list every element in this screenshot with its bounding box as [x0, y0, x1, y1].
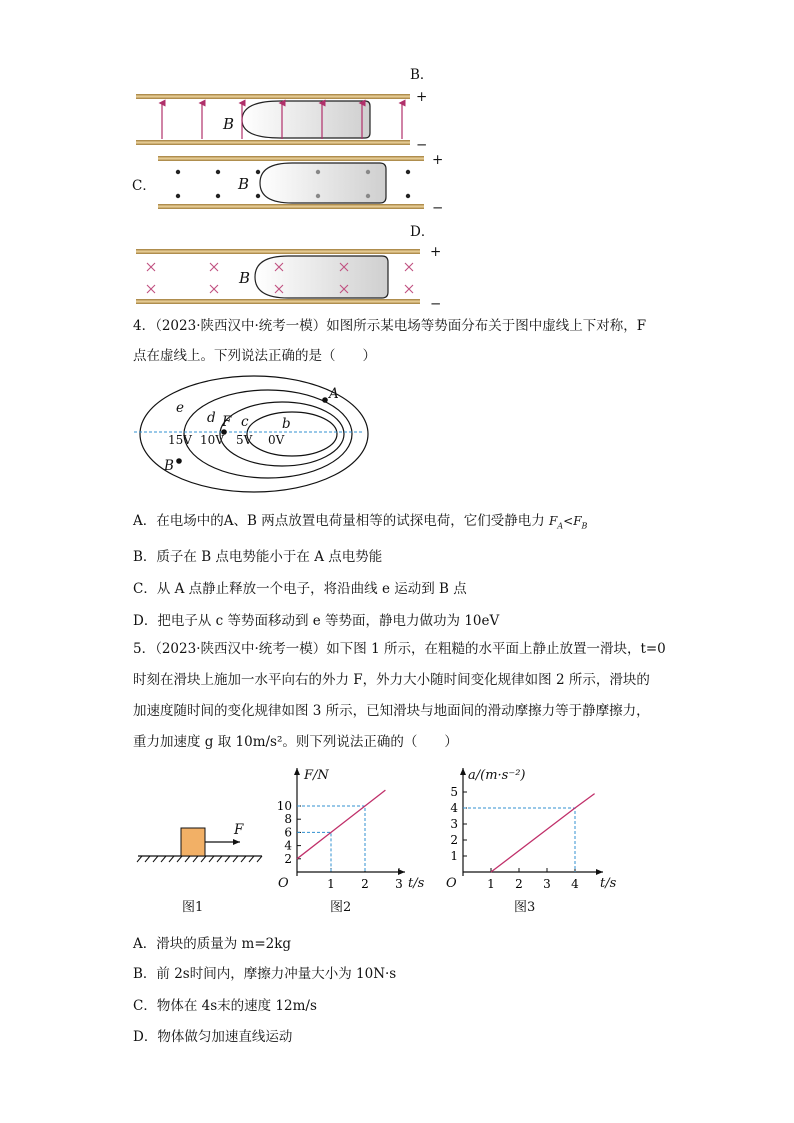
- figure-option-d: [120, 222, 450, 312]
- fig3-origin: O: [446, 876, 457, 891]
- q5-option-d[interactable]: D．物体做匀加速直线运动: [133, 1029, 293, 1045]
- option-label-d: D．: [410, 224, 435, 240]
- x-tick-label: 2: [361, 877, 369, 891]
- series-line: [297, 790, 385, 859]
- minus-sign-d: −: [430, 296, 442, 312]
- label-e: e: [176, 400, 184, 416]
- y-tick-label: 3: [450, 817, 458, 831]
- fig1-caption: 图1: [182, 900, 204, 915]
- potential-0v: 0V: [268, 433, 285, 447]
- y-tick-label: 4: [284, 838, 292, 853]
- fig3-xlabel: t/s: [600, 876, 617, 891]
- figure-option-c: [120, 148, 450, 218]
- bottom-plate: [136, 140, 410, 145]
- x-tick-label: 2: [515, 877, 523, 891]
- q5-option-a[interactable]: A．滑块的质量为 m=2kg: [133, 936, 292, 952]
- q4-option-c[interactable]: C．从 A 点静止释放一个电子，将沿曲线 e 运动到 B 点: [133, 581, 467, 597]
- fig2-ylabel: F/N: [304, 768, 329, 783]
- field-label-b: B: [223, 115, 235, 133]
- series-line: [491, 794, 595, 872]
- q5-stem-line4: 重力加速度 g 取 10m/s²。则下列说法正确的（ ）: [133, 734, 458, 750]
- force-label: F: [234, 822, 244, 838]
- fig3-ylabel: a/(m·s⁻²): [468, 768, 526, 783]
- fig2-xlabel: t/s: [408, 876, 425, 891]
- label-d: d: [207, 410, 216, 426]
- potential-15v: 15V: [168, 433, 192, 447]
- label-b: b: [282, 416, 291, 432]
- q5-stem-line2: 时刻在滑块上施加一水平向右的外力 F，外力大小随时间变化规律如图 2 所示，滑块的: [133, 672, 650, 688]
- plus-sign-d: +: [430, 244, 442, 260]
- q4-option-d[interactable]: D．把电子从 c 等势面移动到 e 等势面，静电力做功为 10eV: [133, 613, 500, 629]
- figure-2-chart: [270, 760, 430, 920]
- q5-option-b[interactable]: B．前 2s时间内，摩擦力冲量大小为 10N·s: [133, 966, 397, 982]
- conductor-body: [242, 101, 370, 138]
- q5-stem-line3: 加速度随时间的变化规律如图 3 所示，已知滑块与地面间的滑动摩擦力等于静摩擦力，: [133, 703, 650, 719]
- y-tick-label: 2: [450, 833, 458, 847]
- plus-sign-c: +: [432, 152, 444, 168]
- surface-b: [247, 412, 337, 456]
- field-label-c: B: [238, 175, 250, 193]
- x-tick-label: 4: [571, 877, 579, 891]
- minus-sign-c: −: [432, 200, 444, 216]
- minus-sign-b: −: [416, 137, 428, 153]
- q5-stem-line1: 5．（2023·陕西汉中·统考一模）如下图 1 所示，在粗糙的水平面上静止放置一滑块，t=0: [133, 641, 666, 657]
- fig2-origin: O: [278, 876, 289, 891]
- plus-sign-b: +: [416, 89, 428, 105]
- conductor-body: [255, 256, 388, 298]
- x-tick-label: 1: [327, 877, 335, 891]
- capacitor-diagram-d: [120, 222, 450, 312]
- potential-10v: 10V: [200, 433, 224, 447]
- point-b: [176, 458, 182, 464]
- figure-1: [136, 820, 266, 920]
- option-label-b: B．: [410, 67, 434, 83]
- y-tick-label: 10: [276, 799, 292, 813]
- option-label-c: C．: [132, 178, 156, 194]
- y-tick-label: 5: [450, 785, 458, 799]
- potential-5v: 5V: [236, 433, 253, 447]
- label-c: c: [241, 414, 249, 430]
- y-axis-arrow: [294, 768, 300, 775]
- top-plate: [136, 94, 410, 99]
- block: [181, 828, 205, 856]
- fig2-caption: 图2: [330, 900, 352, 915]
- y-tick-label: 1: [450, 849, 458, 863]
- label-point-b: B: [164, 458, 174, 474]
- q4-stem-line2: 点在虚线上。下列说法正确的是（ ）: [133, 348, 376, 364]
- x-tick-label: 3: [543, 877, 551, 891]
- q4-option-a[interactable]: A．在电场中的A、B 两点放置电荷量相等的试探电荷，它们受静电力 $F_A<F_B$: [133, 513, 588, 531]
- y-tick-label: 6: [284, 825, 292, 840]
- guide-line: [463, 808, 575, 872]
- q4-stem-line1: 4．（2023·陕西汉中·统考一模）如图所示某电场等势面分布关于图中虚线上下对称，F: [133, 318, 647, 334]
- point-a: [322, 397, 328, 403]
- y-tick-label: 4: [450, 801, 458, 815]
- y-tick-label: 2: [284, 851, 292, 866]
- label-point-a: A: [329, 386, 339, 402]
- guide-line: [297, 832, 331, 872]
- fig3-caption: 图3: [514, 900, 536, 915]
- figure-3-chart: [440, 760, 630, 920]
- y-tick-label: 8: [284, 812, 292, 827]
- equipotential-figure: [130, 372, 370, 500]
- q4-option-b[interactable]: B．质子在 B 点电势能小于在 A 点电势能: [133, 549, 383, 565]
- x-tick-label: 3: [395, 877, 403, 891]
- capacitor-diagram-b: [120, 65, 440, 155]
- q5-option-c[interactable]: C．物体在 4s末的速度 12m/s: [133, 998, 317, 1014]
- x-tick-label: 1: [487, 877, 495, 891]
- label-point-f: F: [222, 414, 232, 430]
- figure-option-b: [120, 65, 440, 155]
- y-axis-arrow: [460, 768, 466, 775]
- capacitor-diagram-c: [120, 148, 450, 218]
- field-label-d: B: [239, 269, 251, 287]
